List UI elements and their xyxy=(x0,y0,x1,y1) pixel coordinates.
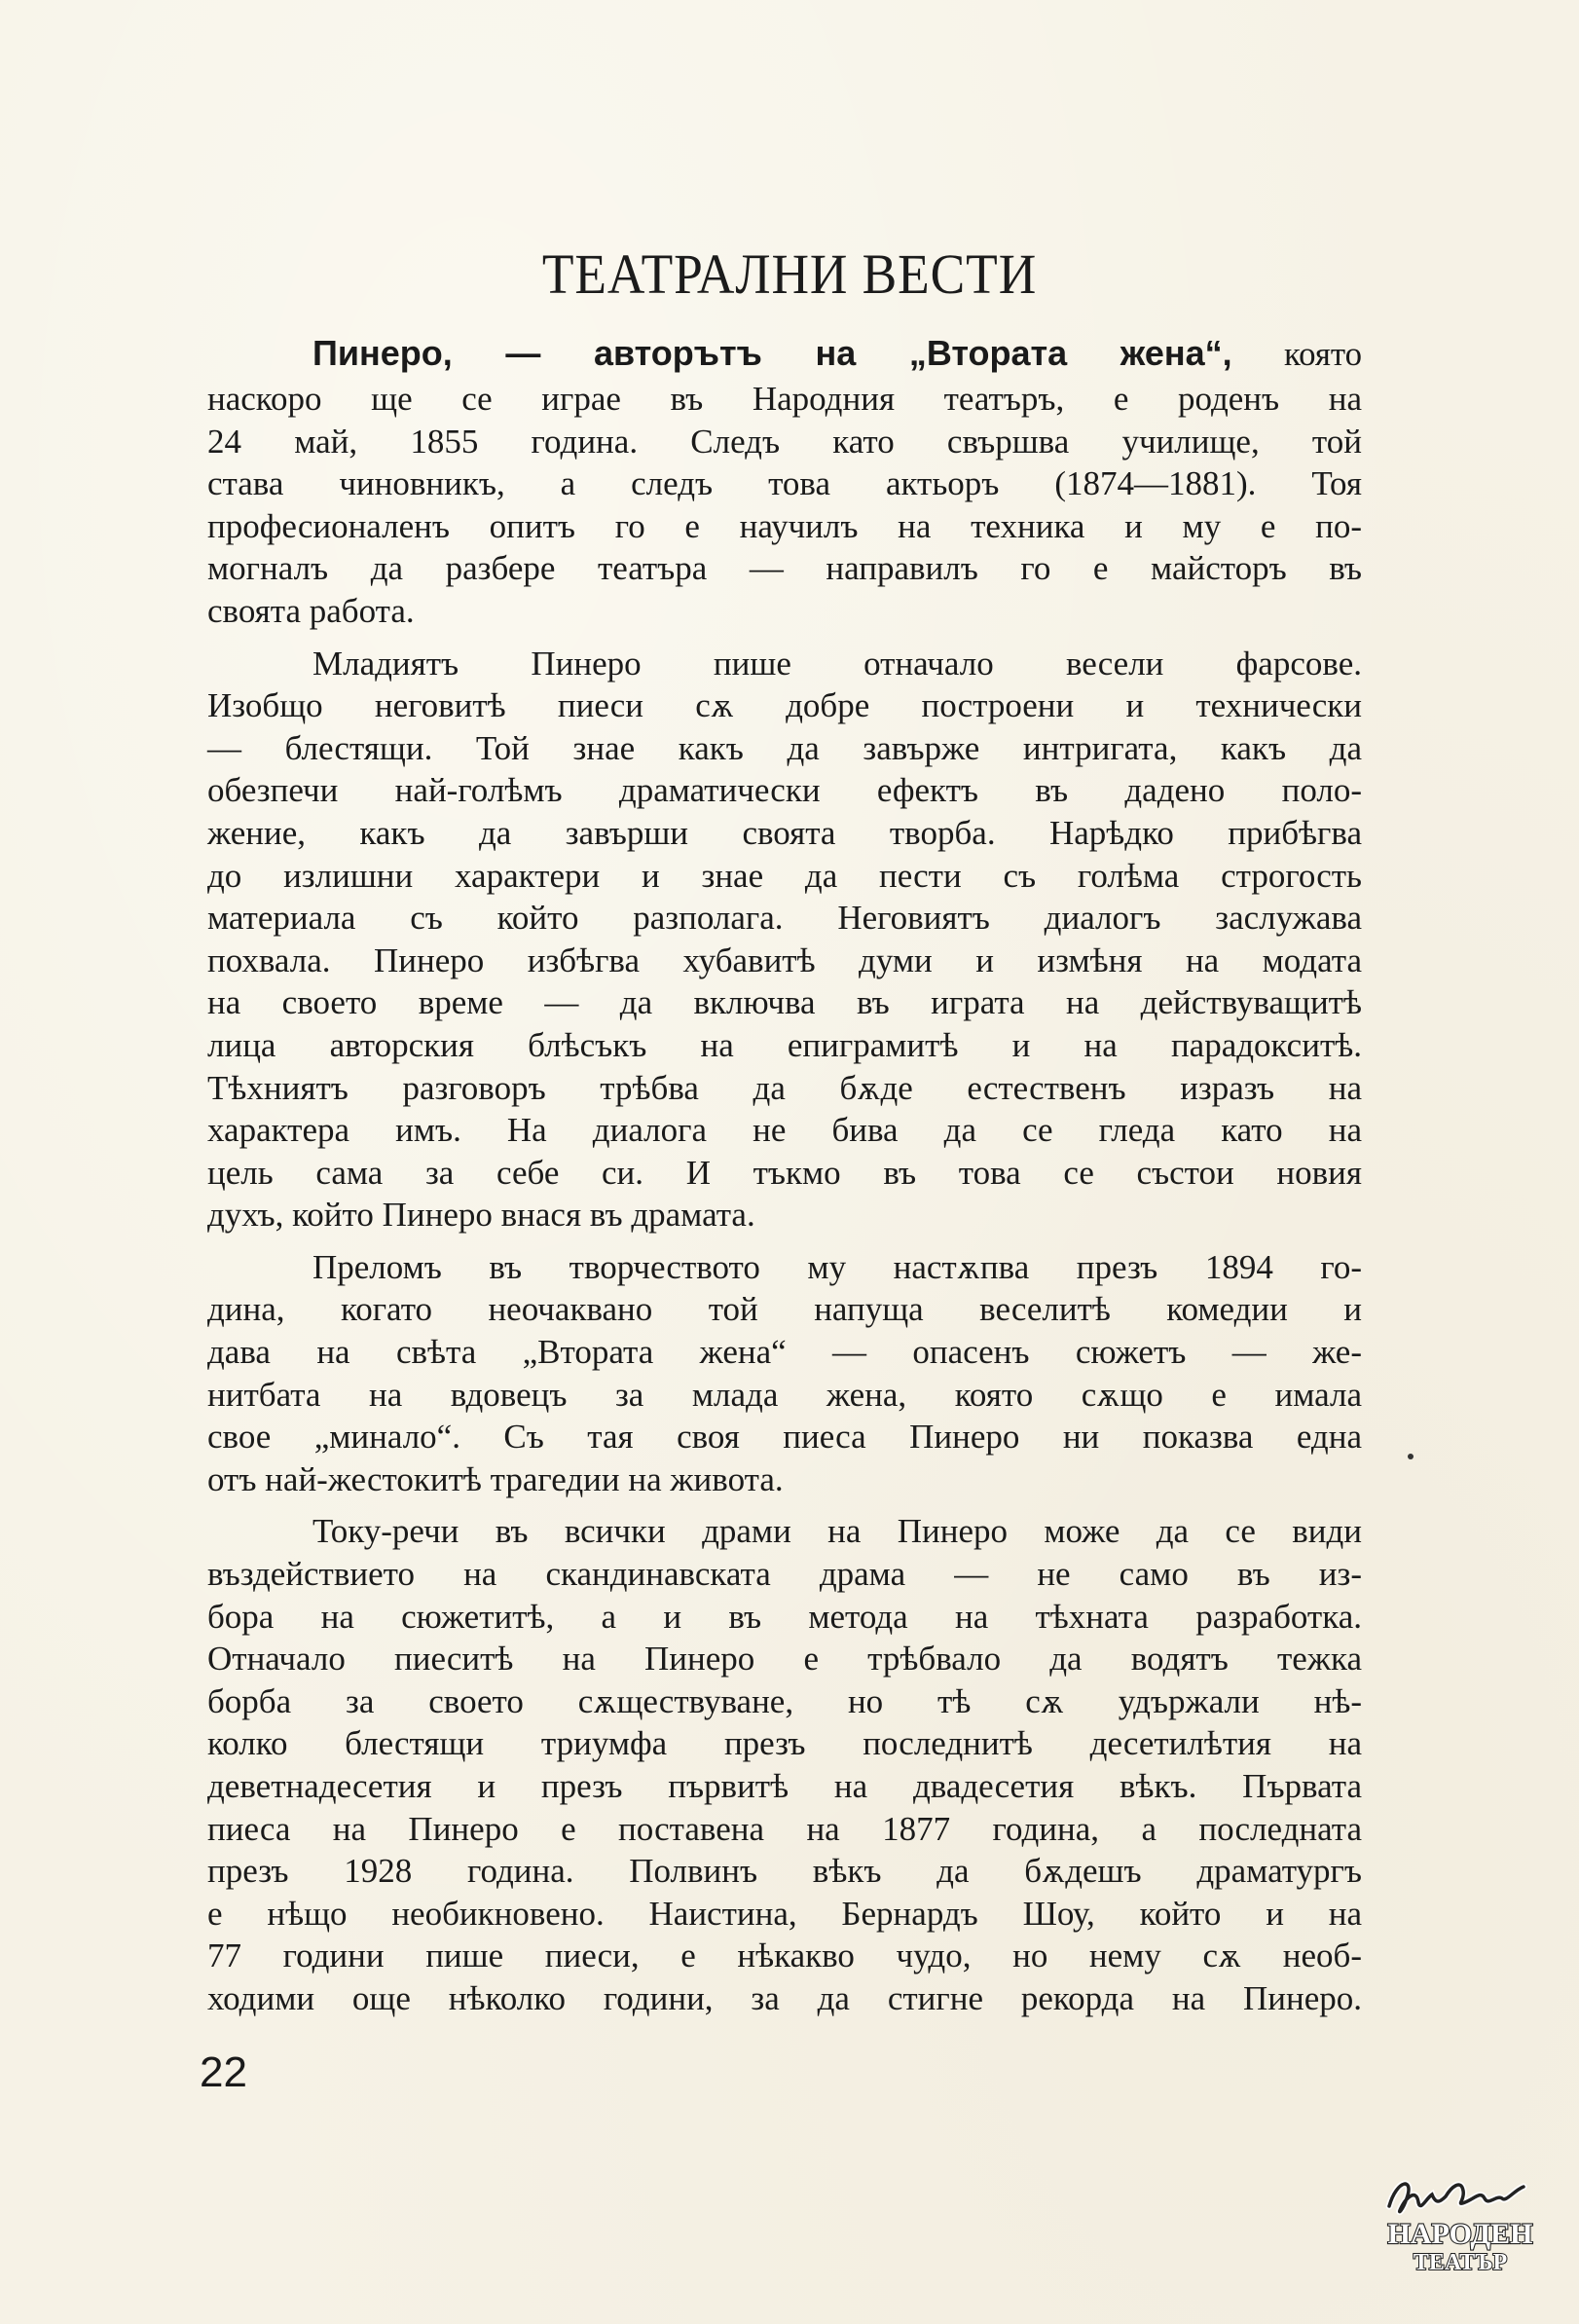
text-line: въздействието на скандинавската драма — не само въ из- xyxy=(207,1555,1362,1594)
page-number: 22 xyxy=(200,2048,247,2096)
text-line: духъ, който Пинеро внася въ драмата. xyxy=(207,1196,755,1235)
text-line: на своето време — да включва въ играта на действуващитѣ xyxy=(207,983,1362,1022)
page-title: ТЕАТРАЛНИ ВЕСТИ xyxy=(541,242,1038,306)
text-line: лица авторския блѣсъкъ на епиграмитѣ и на парадокситѣ. xyxy=(207,1025,1362,1064)
text-line: жение, какъ да завърши своята творба. Нарѣдко прибѣгва xyxy=(207,813,1362,852)
text-line: дава на свѣта „Втората жена“ — опасенъ сюжетъ — же- xyxy=(207,1333,1362,1372)
text-line: отъ най-жестокитѣ трагедии на живота. xyxy=(207,1459,784,1498)
text-line: обезпечи най-голѣмъ драматически ефектъ въ дадено поло- xyxy=(207,771,1362,810)
text-line: колко блестящи триумфа презъ последнитѣ десетилѣтия на xyxy=(207,1724,1362,1763)
text-line: Преломъ въ творчеството му настѫпва презъ 1894 го- xyxy=(312,1247,1362,1286)
text-line: е нѣщо необикновено. Наистина, Бернардъ Шоу, който и на xyxy=(207,1894,1362,1933)
text-line: нитбата на вдовецъ за млада жена, която сѫщо е имала xyxy=(207,1375,1362,1414)
text-line: до излишни характери и знае да пести съ голѣма строгость xyxy=(207,856,1362,895)
text-line: 24 май, 1855 година. Следъ като свършва училище, той xyxy=(207,422,1362,461)
text-line: професионаленъ опитъ го е научилъ на техника и му е по- xyxy=(207,506,1362,545)
text-line: похвала. Пинеро избѣгва хубавитѣ думи и измѣня на модата xyxy=(207,941,1362,979)
text-line: Младиятъ Пинеро пише отначало весели фарсове. xyxy=(312,644,1362,682)
text-line: борба за своето сѫществуване, но тѣ сѫ удържали нѣ- xyxy=(207,1681,1362,1720)
logo-line1: НАРОДЕН xyxy=(1387,2218,1533,2250)
national-theatre-logo-icon xyxy=(1368,2169,1553,2276)
article-body xyxy=(207,329,1362,2020)
text-line: презъ 1928 година. Полвинъ вѣкъ да бѫдешъ драматургъ xyxy=(207,1852,1362,1891)
text-line: 77 години пише пиеси, е нѣкакво чудо, но нему сѫ необ- xyxy=(207,1937,1362,1975)
text-line: своята работа. xyxy=(207,591,415,630)
text-line: могналъ да разбере театъра — направилъ го е майсторъ въ xyxy=(207,549,1362,588)
text-line: наскоро ще се играе въ Народния театъръ, е роденъ на xyxy=(207,380,1362,418)
text-line: пиеса на Пинеро е поставена на 1877 година, а последната xyxy=(207,1809,1362,1848)
scan-speck xyxy=(1408,1454,1414,1459)
text-line: Отначало пиеситѣ на Пинеро е трѣбвало да водятъ тежка xyxy=(207,1640,1362,1678)
article-lead-rest: която xyxy=(1283,335,1363,373)
text-line: бора на сюжетитѣ, а и въ метода на тѣхната разработка. xyxy=(207,1597,1362,1636)
text-line: става чиновникъ, а следъ това актьоръ (1874—1881). Тоя xyxy=(207,464,1362,503)
text-line: — блестящи. Той знае какъ да завърже интригата, какъ да xyxy=(207,728,1362,767)
text-line: дина, когато неочаквано той напуща веселитѣ комедии и xyxy=(207,1290,1362,1329)
logo-line2: ТЕАТЪР xyxy=(1413,2250,1508,2275)
article-lead-line xyxy=(207,329,1362,378)
text-line: деветнадесетия и презъ първитѣ на двадесетия вѣкъ. Първата xyxy=(207,1767,1362,1805)
text-line: Току-речи въ всички драми на Пинеро може да се види xyxy=(312,1512,1362,1551)
text-line: ходими още нѣколко години, за да стигне рекорда на Пинеро. xyxy=(207,1978,1362,2017)
national-theatre-logo xyxy=(1368,2169,1553,2276)
text-line: Изобщо неговитѣ пиеси сѫ добре построени и технически xyxy=(207,686,1362,725)
text-line: Тѣхниятъ разговоръ трѣбва да бѫде естественъ изразъ на xyxy=(207,1068,1362,1107)
text-line: материала съ който разполага. Неговиятъ диалогъ заслужава xyxy=(207,899,1362,938)
text-line: свое „минало“. Съ тая своя пиеса Пинеро ни показва една xyxy=(207,1418,1362,1457)
text-line: характера имъ. На диалога не бива да се гледа като на xyxy=(207,1111,1362,1150)
text-line: цель сама за себе си. И тъкмо въ това се състои новия xyxy=(207,1153,1362,1192)
article-lead-bold: Пинеро, — авторътъ на „Втората жена“, xyxy=(312,333,1232,373)
